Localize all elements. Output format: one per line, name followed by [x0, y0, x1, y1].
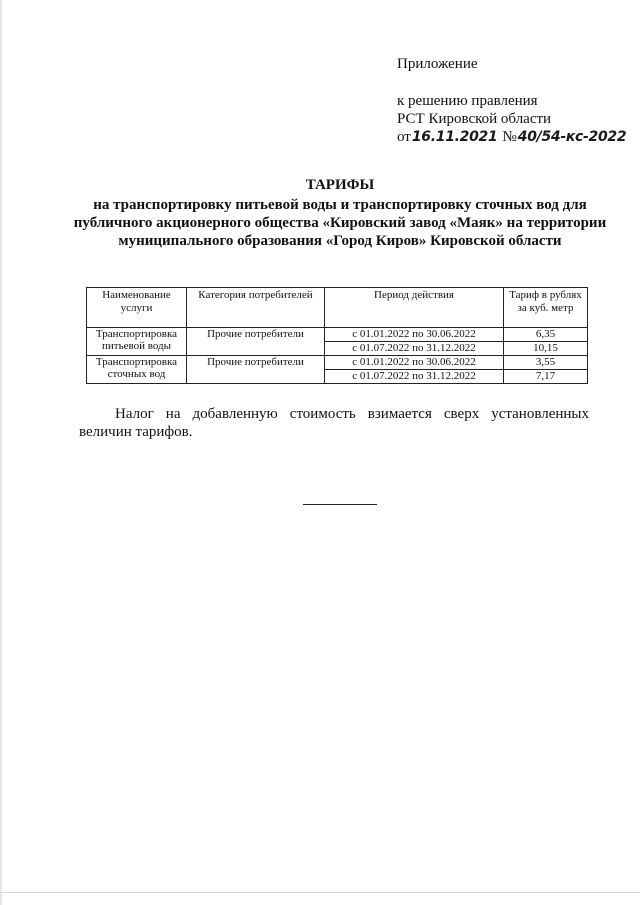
service-cell: Транспортировка питьевой воды — [87, 328, 187, 356]
document-subtitle: на транспортировку питьевой воды и транспортировку сточных вод для публичного акционерного общества «Кировский завод «Маяк» на территории муниципального образования «Город Киров» Кировской области — [73, 197, 607, 249]
category-cell: Прочие потребители — [187, 356, 325, 384]
header-tariff: Тариф в рублях за куб. метр — [504, 288, 588, 328]
page-left-edge — [0, 0, 2, 905]
decision-reference — [397, 128, 626, 146]
period-cell: с 01.01.2022 по 30.06.2022 — [325, 356, 504, 370]
tariff-cell: 10,15 — [504, 342, 588, 356]
tariff-cell: 7,17 — [504, 370, 588, 384]
period-cell: с 01.01.2022 по 30.06.2022 — [325, 328, 504, 342]
header-service: Наименование услуги — [87, 288, 187, 328]
header-category: Категория потребителей — [187, 288, 325, 328]
page-bottom-edge — [0, 892, 640, 893]
tariff-cell: 6,35 — [504, 328, 588, 342]
appendix-block — [397, 55, 626, 146]
table-row — [87, 328, 588, 342]
appendix-title: Приложение — [397, 56, 478, 72]
table-header-row — [87, 288, 588, 328]
service-cell: Транспортировка сточных вод — [87, 356, 187, 384]
header-period: Период действия — [325, 288, 504, 328]
table-row — [87, 356, 588, 370]
category-cell: Прочие потребители — [187, 328, 325, 356]
appendix-line-decision: к решению правления — [397, 93, 538, 109]
vat-note: Налог на добавленную стоимость взимается сверх установленных величин тарифов. — [79, 406, 589, 440]
tariff-cell: 3,55 — [504, 356, 588, 370]
number-sign: № — [502, 129, 517, 145]
handwritten-number: 40/54-кс-2022 — [517, 129, 627, 145]
appendix-line-authority: РСТ Кировской области — [397, 111, 552, 127]
document-title: ТАРИФЫ — [305, 177, 375, 193]
from-prefix: от — [397, 129, 411, 145]
handwritten-date: 16.11.2021 — [411, 129, 498, 145]
document-heading — [70, 176, 610, 250]
end-divider — [303, 504, 377, 505]
tariff-table — [86, 287, 588, 384]
period-cell: с 01.07.2022 по 31.12.2022 — [325, 342, 504, 356]
period-cell: с 01.07.2022 по 31.12.2022 — [325, 370, 504, 384]
